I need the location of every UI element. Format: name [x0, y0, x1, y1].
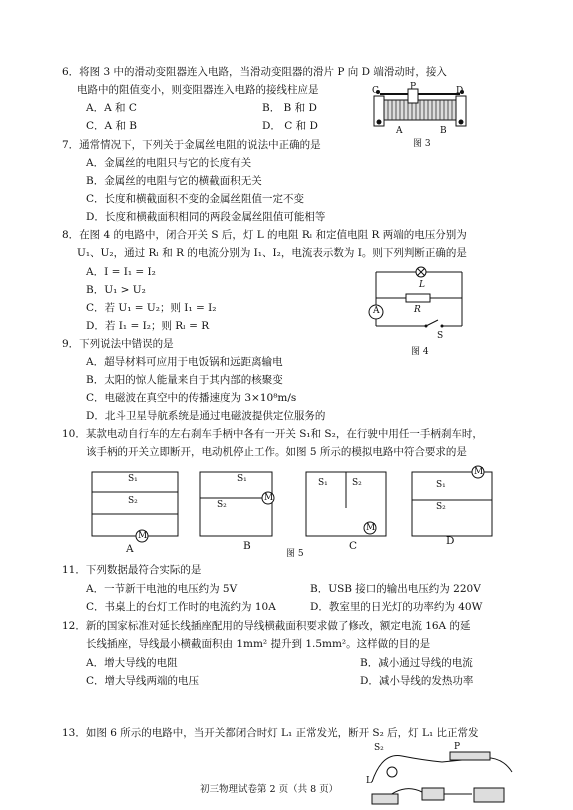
- fig4-ammeter-label: A: [373, 306, 380, 316]
- q9-option-b: B．太阳的惊人能量来自于其内部的核聚变: [86, 374, 283, 386]
- q11-option-a: A．一节新干电池的电压约为 5V: [86, 583, 238, 595]
- fig5-option-a: A: [126, 543, 134, 555]
- q8-option-a: A．I = I₁ = I₂: [86, 266, 156, 278]
- fig5-d-s1: S₁: [436, 480, 446, 490]
- q6-option-b: B． B 和 D: [262, 102, 317, 114]
- fig5-d-s2: S₂: [436, 502, 446, 512]
- fig4-caption: 图 4: [411, 347, 429, 357]
- q8-line1: 8．在图 4 的电路中，闭合开关 S 后，灯 L 的电阻 Rₗ 和定值电阻 R 两端的电压分别为: [62, 229, 467, 241]
- fig5-a-s1: S₁: [128, 474, 138, 484]
- fig6-label-p: P: [454, 742, 461, 752]
- q7-option-d: D．长度和横截面积相同的两段金属丝阻值可能相等: [86, 211, 326, 223]
- q12-option-b: B．减小通过导线的电流: [360, 657, 473, 669]
- q10-line2: 该手柄的开关立即断开，电动机停止工作。如图 5 所示的模拟电路中符合要求的是: [86, 446, 467, 458]
- q12-option-c: C．增大导线两端的电压: [86, 675, 200, 687]
- q9-option-a: A．超导材料可应用于电饭锅和远距离输电: [86, 356, 283, 368]
- fig3-caption: 图 3: [413, 139, 431, 149]
- q6-line1: 6．将图 3 中的滑动变阻器连入电路，当滑动变阻器的滑片 P 向 D 端滑动时，接入: [62, 66, 447, 78]
- fig6-label-s2: S₂: [374, 743, 384, 753]
- q8-line2: U₁、U₂，通过 Rₗ 和 R 的电流分别为 I₁、I₂，电流表示数为 I。则下列判断正确的是: [77, 247, 467, 259]
- page-footer: 初三物理试卷第 2 页（共 8 页）: [200, 784, 339, 795]
- q6-option-a: A．A 和 C: [86, 102, 137, 114]
- q11-option-b: B．USB 接口的输出电压约为 220V: [310, 583, 481, 595]
- q12-line2: 长线插座，导线最小横截面积由 1mm² 提升到 1.5mm²。这样做的目的是: [86, 638, 431, 650]
- fig3-label-c: C: [372, 86, 379, 96]
- fig3-label-p: P: [410, 82, 417, 92]
- fig3-label-b: B: [440, 126, 447, 136]
- fig5-motor-a: M: [138, 531, 148, 541]
- q7-option-b: B．金属丝的电阻与它的横截面积无关: [86, 175, 262, 187]
- q11-option-d: D．教室里的日光灯的功率约为 40W: [310, 601, 483, 613]
- fig5-motor-b: M: [264, 493, 274, 503]
- fig5-option-c: C: [349, 540, 358, 552]
- q13-line1: 13．如图 6 所示的电路中，当开关都闭合时灯 L₁ 正常发光，断开 S₂ 后，灯 L₁ 比正常发: [62, 727, 479, 739]
- fig3-label-a: A: [396, 126, 403, 136]
- q8-option-c: C．若 U₁ = U₂；则 I₁ = I₂: [86, 302, 217, 314]
- circuit-figure-6: [362, 742, 522, 808]
- q6-option-d: D． C 和 D: [262, 120, 318, 132]
- q8-option-b: B．U₁ > U₂: [86, 284, 146, 296]
- q10-line1: 10．某款电动自行车的左右刹车手柄中各有一开关 S₁和 S₂，在行驶中用任一手柄刹车时，: [62, 428, 483, 440]
- q7-option-a: A．金属丝的电阻只与它的长度有关: [86, 157, 252, 169]
- fig3-label-d: D: [456, 86, 464, 96]
- q9-option-c: C．电磁波在真空中的传播速度为 3×10⁸m/s: [86, 392, 297, 404]
- fig5-motor-d: M: [474, 467, 484, 477]
- q9-option-d: D．北斗卫星导航系统是通过电磁波提供定位服务的: [86, 410, 326, 422]
- fig5-option-b: B: [243, 540, 251, 552]
- q6-line2: 电路中的阻值变小，则变阻器连入电路的接线柱应是: [77, 84, 319, 96]
- fig4-label-s: S: [437, 331, 444, 341]
- fig5-caption: 图 5: [286, 549, 304, 559]
- q7-stem: 7．通常情况下，下列关于金属丝电阻的说法中正确的是: [62, 139, 321, 151]
- fig5-c-s1: S₁: [318, 478, 328, 488]
- fig5-b-s2: S₂: [217, 500, 227, 510]
- q12-line1: 12．新的国家标准对延长线插座配用的导线横截面积要求做了修改，额定电流 16A 的延: [62, 620, 471, 632]
- fig5-a-s2: S₂: [128, 496, 138, 506]
- fig5-motor-c: M: [366, 523, 376, 533]
- q9-stem: 9．下列说法中错误的是: [62, 338, 174, 350]
- fig4-label-r: R: [414, 305, 421, 315]
- q12-option-d: D．减小导线的发热功率: [360, 675, 474, 687]
- circuit-figure-4: [366, 262, 466, 342]
- q11-option-c: C．书桌上的台灯工作时的电流约为 10A: [86, 601, 276, 613]
- q7-option-c: C．长度和横截面积不变的金属丝阻值一定不变: [86, 193, 305, 205]
- fig6-label-l: L: [366, 776, 372, 786]
- q6-option-c: C．A 和 B: [86, 120, 138, 132]
- q11-stem: 11．下列数据最符合实际的是: [62, 564, 202, 576]
- q8-option-d: D．若 I₁ = I₂；则 Rₗ = R: [86, 320, 210, 332]
- fig5-c-s2: S₂: [352, 478, 362, 488]
- fig4-label-l: L: [419, 280, 425, 290]
- q12-option-a: A．增大导线的电阻: [86, 657, 178, 669]
- fig5-b-s1: S₁: [237, 474, 247, 484]
- fig5-option-d: D: [446, 535, 455, 547]
